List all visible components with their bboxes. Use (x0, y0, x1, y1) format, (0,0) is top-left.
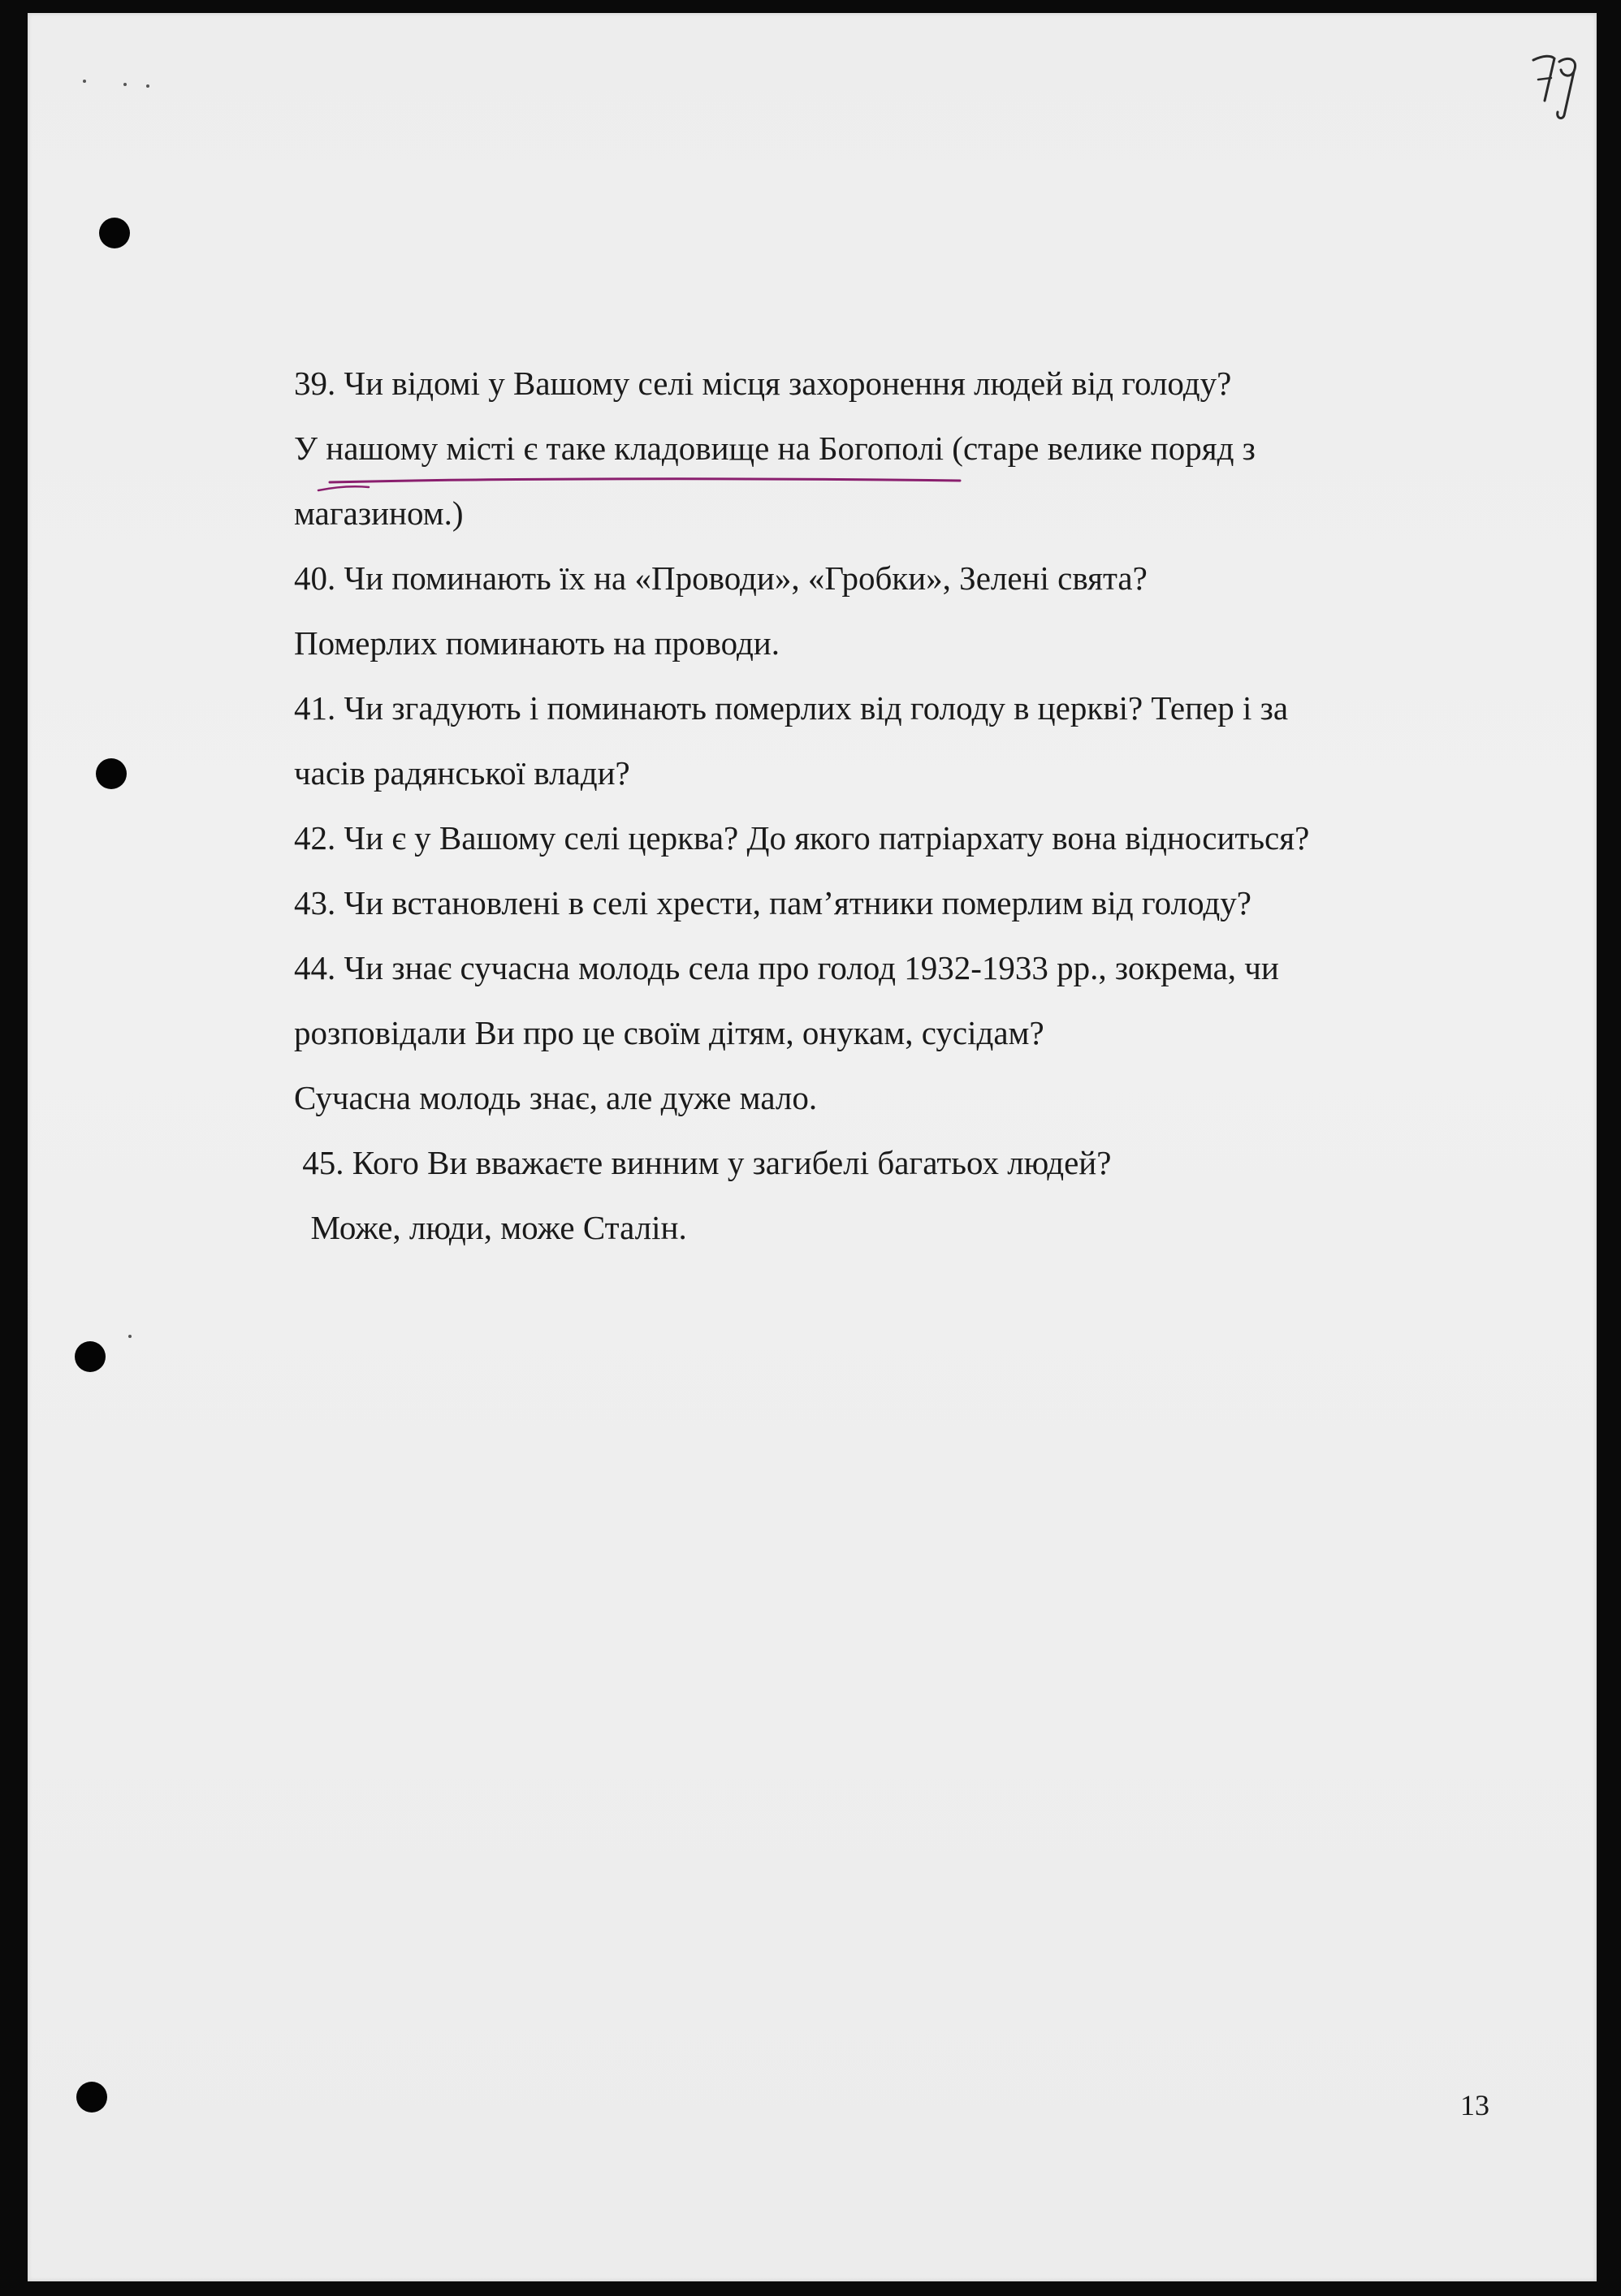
handwritten-sheet-number (1527, 44, 1584, 125)
question-40: 40. Чи поминають їх на «Проводи», «Гробки», Зелені свята? (294, 559, 1148, 597)
question-44-continued: розповідали Ви про це своїм дітям, онукам, сусідам? (294, 1014, 1044, 1051)
dust-speck (128, 1335, 132, 1338)
dust-speck (146, 84, 149, 88)
question-44: 44. Чи знає сучасна молодь села про голод 1932-1933 рр., зокрема, чи (294, 949, 1279, 986)
question-41-continued: часів радянської влади? (294, 754, 630, 792)
question-45: 45. Кого Ви вважаєте винним у загибелі багатьох людей? (294, 1144, 1112, 1181)
answer-39: У нашому місті є таке кладовище на Богополі (старе велике поряд з (294, 429, 1256, 467)
answer-40: Померлих поминають на проводи. (294, 624, 780, 662)
binder-hole (76, 2082, 107, 2113)
binder-hole (99, 218, 130, 248)
answer-39-continued: магазином.) (294, 494, 464, 532)
question-43: 43. Чи встановлені в селі хрести, пам’ятники померлим від голоду? (294, 884, 1251, 921)
question-42: 42. Чи є у Вашому селі церква? До якого патріархату вона відноситься? (294, 819, 1310, 857)
answer-45: Може, люди, може Сталін. (294, 1209, 687, 1246)
question-41: 41. Чи згадують і поминають померлих від голоду в церкві? Тепер і за (294, 689, 1289, 727)
answer-44: Сучасна молодь знає, але дуже мало. (294, 1079, 818, 1116)
page-number: 13 (1460, 2089, 1489, 2121)
dust-speck (83, 80, 86, 83)
question-39: 39. Чи відомі у Вашому селі місця захоронення людей від голоду? (294, 365, 1232, 402)
binder-hole (75, 1341, 106, 1372)
dust-speck (123, 83, 127, 86)
binder-hole (96, 758, 127, 789)
